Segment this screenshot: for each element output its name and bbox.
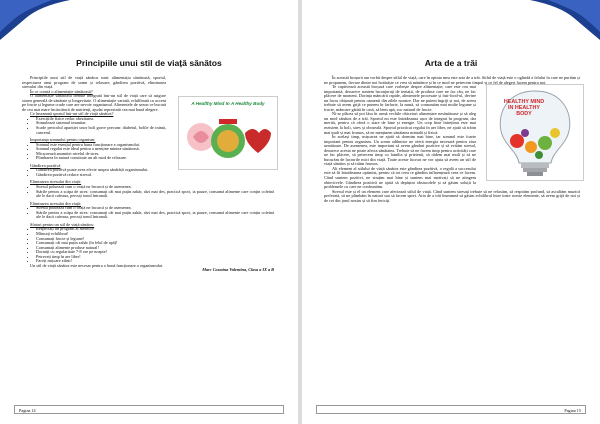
- positive-heading: Gândirea pozitivă: [30, 162, 61, 168]
- paragraph: Ni-ar plăcea să pot lăsa în urmă vechile obiceiuri alimentare nesănătoase și să aleg un mod sănătos de a trăi. Sportul nu este întotdeauna ușor de integrat în program, dar merită, pentru că oferă o stare de bine și energie. Un corp bine întreținut este mai rezistent la boli, stres și oboseală. Sportul practicat regulat în aer liber, ne ajută să trăim mai mult și mai frumos, să ne menținem sănătatea mintală și fizică.: [324, 111, 476, 135]
- stress-heading: Eliminarea stresului din viață:: [30, 179, 82, 185]
- list-item: • Faceți mișcare zilnic!: [36, 259, 274, 264]
- intro-paragraph: Principiile unui stil de viață sănătos sunt: alimentația sănătoasă, sportul, respectarea unui program de somn și relaxare, gândirea pozitivă, eliminarea stresului din viață.: [22, 75, 166, 90]
- list-item: • Somnul este esențial pentru buna funcționare a organismului.: [36, 143, 274, 148]
- list-item: • Stresul poluează cum o ceață ne încurcă și de asemenea.: [36, 206, 274, 211]
- article-body: [324, 76, 580, 203]
- list-item: • Exercițiile fizice reduc obezitatea.: [36, 117, 274, 122]
- corner-ornament: [0, 0, 70, 40]
- page-number: Pagina 14: [19, 408, 36, 413]
- stress-list: [22, 185, 274, 199]
- closing-line: Un stil de viață sănătos este necesar pentru o bună funcționare a organismului.: [30, 262, 164, 268]
- tips-heading: Sfaturi pentru un stil de viață sănătos:: [30, 221, 95, 227]
- page-footer: [14, 405, 284, 414]
- illustration-caption: HEALTHY MIND IN HEALTHY BODY: [503, 99, 545, 117]
- page-title: Arta de a trăi: [424, 58, 478, 68]
- stress-list-repeat: [22, 206, 274, 220]
- list-item: • Stările pentru a scăpa de stres: consumați cât mai puțin zahăr, râzi mai des, practică sport, ia pauze, consumă alimente care conțin cofeină ale le dacă cafeaua, percuți tonul întrunali.: [36, 190, 274, 199]
- section-question: Ce înseamnă sportul într-un stil de viață sănătos?: [30, 111, 114, 117]
- tips-list: [22, 227, 274, 263]
- list-item: • Scade pericolul apariției unor boli grave precum: diabetul, bolile de inimă, cancerul.: [36, 126, 274, 135]
- page-footer: [316, 405, 586, 414]
- list-item: • Consumați alimente produse natural!: [36, 246, 274, 251]
- list-item: • Stresul poluează cum o ceață ne încurcă și de asemenea.: [36, 185, 274, 190]
- section-question: În ce constă o alimentație sănătoasă?: [30, 88, 93, 94]
- right-page: [302, 0, 600, 424]
- left-page: [0, 0, 298, 424]
- list-item: • Respectați un program al meselor!: [36, 227, 274, 232]
- paragraph: În această broșură am vorbit despre stilul de viață, care în opinia mea este arta de a trăi. Stilul de viață este o oglindă a felului în care ne purtăm și ne propunem, fiecare dintre noi hotărăște ce vrea să mănânce și în ce mod ne petrecem timpul și ce fel de alegeri facem pentru noi.: [324, 75, 580, 85]
- list-item: • Consumați fructe și legume!: [36, 237, 274, 242]
- list-item: • Stimulează sistemul imunitar.: [36, 121, 274, 126]
- list-item: • Micșorează anumitei nivelul de stres.: [36, 152, 274, 157]
- list-item: • Gândirea pozitivă poate avea efecte asupra sănătății organismului.: [36, 168, 274, 173]
- nutrition-paragraph: O alimentație sănătoasă trebuie integrată într-un stil de viață care să asigure starea generală de sănătate și longevitate. O alimentație variată, echilibrată cu accent pe fructe și legume crude care are nevoie organismul. Alimentele de sezon ce bucură de cea mai mare încărcătură de nutrienți, ajudat reprezintă cea mai bună alegere.: [22, 93, 166, 112]
- list-item: • Stările pentru a scăpa de stres: consumați cât mai puțin zahăr, râzi mai des, practică sport, ia pauze, consumă alimente care conțin cofeină ale le dacă cafeaua, percuți tonul întrunali.: [36, 211, 274, 220]
- page-number: Pagina 15: [564, 408, 581, 413]
- list-item: • Somnul regulat este ideal pentru a menține mintea sănătoasă.: [36, 147, 274, 152]
- paragraph: Stresul este și el un element care afectează stilul de viață. Când suntem stresați trebuie să ne relaxăm, să respirăm profund, să ascultăm muzică preferată, să ne plimbăm în natură sau să facem sport. Arta de a trăi înseamnă să găsim echilibrul între toate aceste elemente, să avem grijă de noi și de cei din jurul nostru și să fim fericiți.: [324, 188, 580, 203]
- sleep-heading: Importanța somnului pentru organism:: [30, 137, 96, 143]
- author-signature: Marc Cosmina Valentina, Clasa a IX a B: [202, 267, 274, 273]
- list-item: • Mâncați echilibrat!: [36, 232, 274, 237]
- list-item: • Gândirea pozitivă reduce stresul.: [36, 173, 274, 178]
- article-body: [22, 76, 274, 273]
- list-item: • Plimbarea în natură constituie un alt mod de relaxare.: [36, 156, 274, 161]
- paragraph: Alt element al stilului de viață sănătos este gândirea pozitivă, o regulă a succesului este să fii întotdeauna optimist, pentru că tot ceea ce gândim influențează ceea ce facem. Când suntem pozitivi, ne simțim mai bine și suntem mai motivați să ne atingem obiectivele. Gândirea pozitivă ne ajută să depășim obstacolele și să găsim soluții la problemele cu care ne confruntăm.: [324, 165, 476, 190]
- positive-list: [22, 168, 274, 177]
- paragraph: Te captivează această broșură care vorbește despre alimentație, care este cea mai importantă, deoarece suntem înconjurați de tentații, de produse care ne fac rău, ne fac plăcere de moment. Dorința mâncării rapide, alimentele procesate și fast-food-ul, devine un lucru obișnuit pentru oamenii din zilele noastre. Dar ne putem îngriji și noi, de aceea trebuie să avem grijă ce punem în farfurie, la masă, să consumăm mai multe legume și fructe, mâncare gătită în casă, să bem apă, suc natural de fructe.: [324, 84, 476, 112]
- paragraph: În același timp, mișcarea ne ajută să dormim mai bine, iar somnul este foarte important pentru organism. Un somn odihnitor ne oferă energia necesară pentru ziua următoare. De asemenea, este important să avem gânduri pozitive și să evităm stresul, deoarece acesta ne poate afecta sănătatea. Trebuie să ne facem timp pentru activități care ne fac plăcere, să petrecem timp cu familia și prietenii, să râdem mai mult și să ne bucurăm de lucrurile mici din viață. Toate aceste lucruri ne vor ajuta să avem un stil de viață sănătos și să trăim frumos.: [324, 134, 476, 167]
- page-title: Principiile unui stil de viață sănătos: [76, 58, 222, 68]
- list-item: • Petreceți timp în aer liber!: [36, 255, 274, 260]
- illustration-caption: A Healthy Mind In A Healthy Body: [191, 101, 265, 106]
- stress-heading-repeat: Eliminarea stresului din viață:: [30, 200, 82, 206]
- list-item: • Consumați cât mai puțin zahăr (în felul de apă)!: [36, 241, 274, 246]
- list-item: • Dormiți cu regularitate 7-8 ore pe noapte!: [36, 250, 274, 255]
- corner-ornament: [530, 0, 600, 40]
